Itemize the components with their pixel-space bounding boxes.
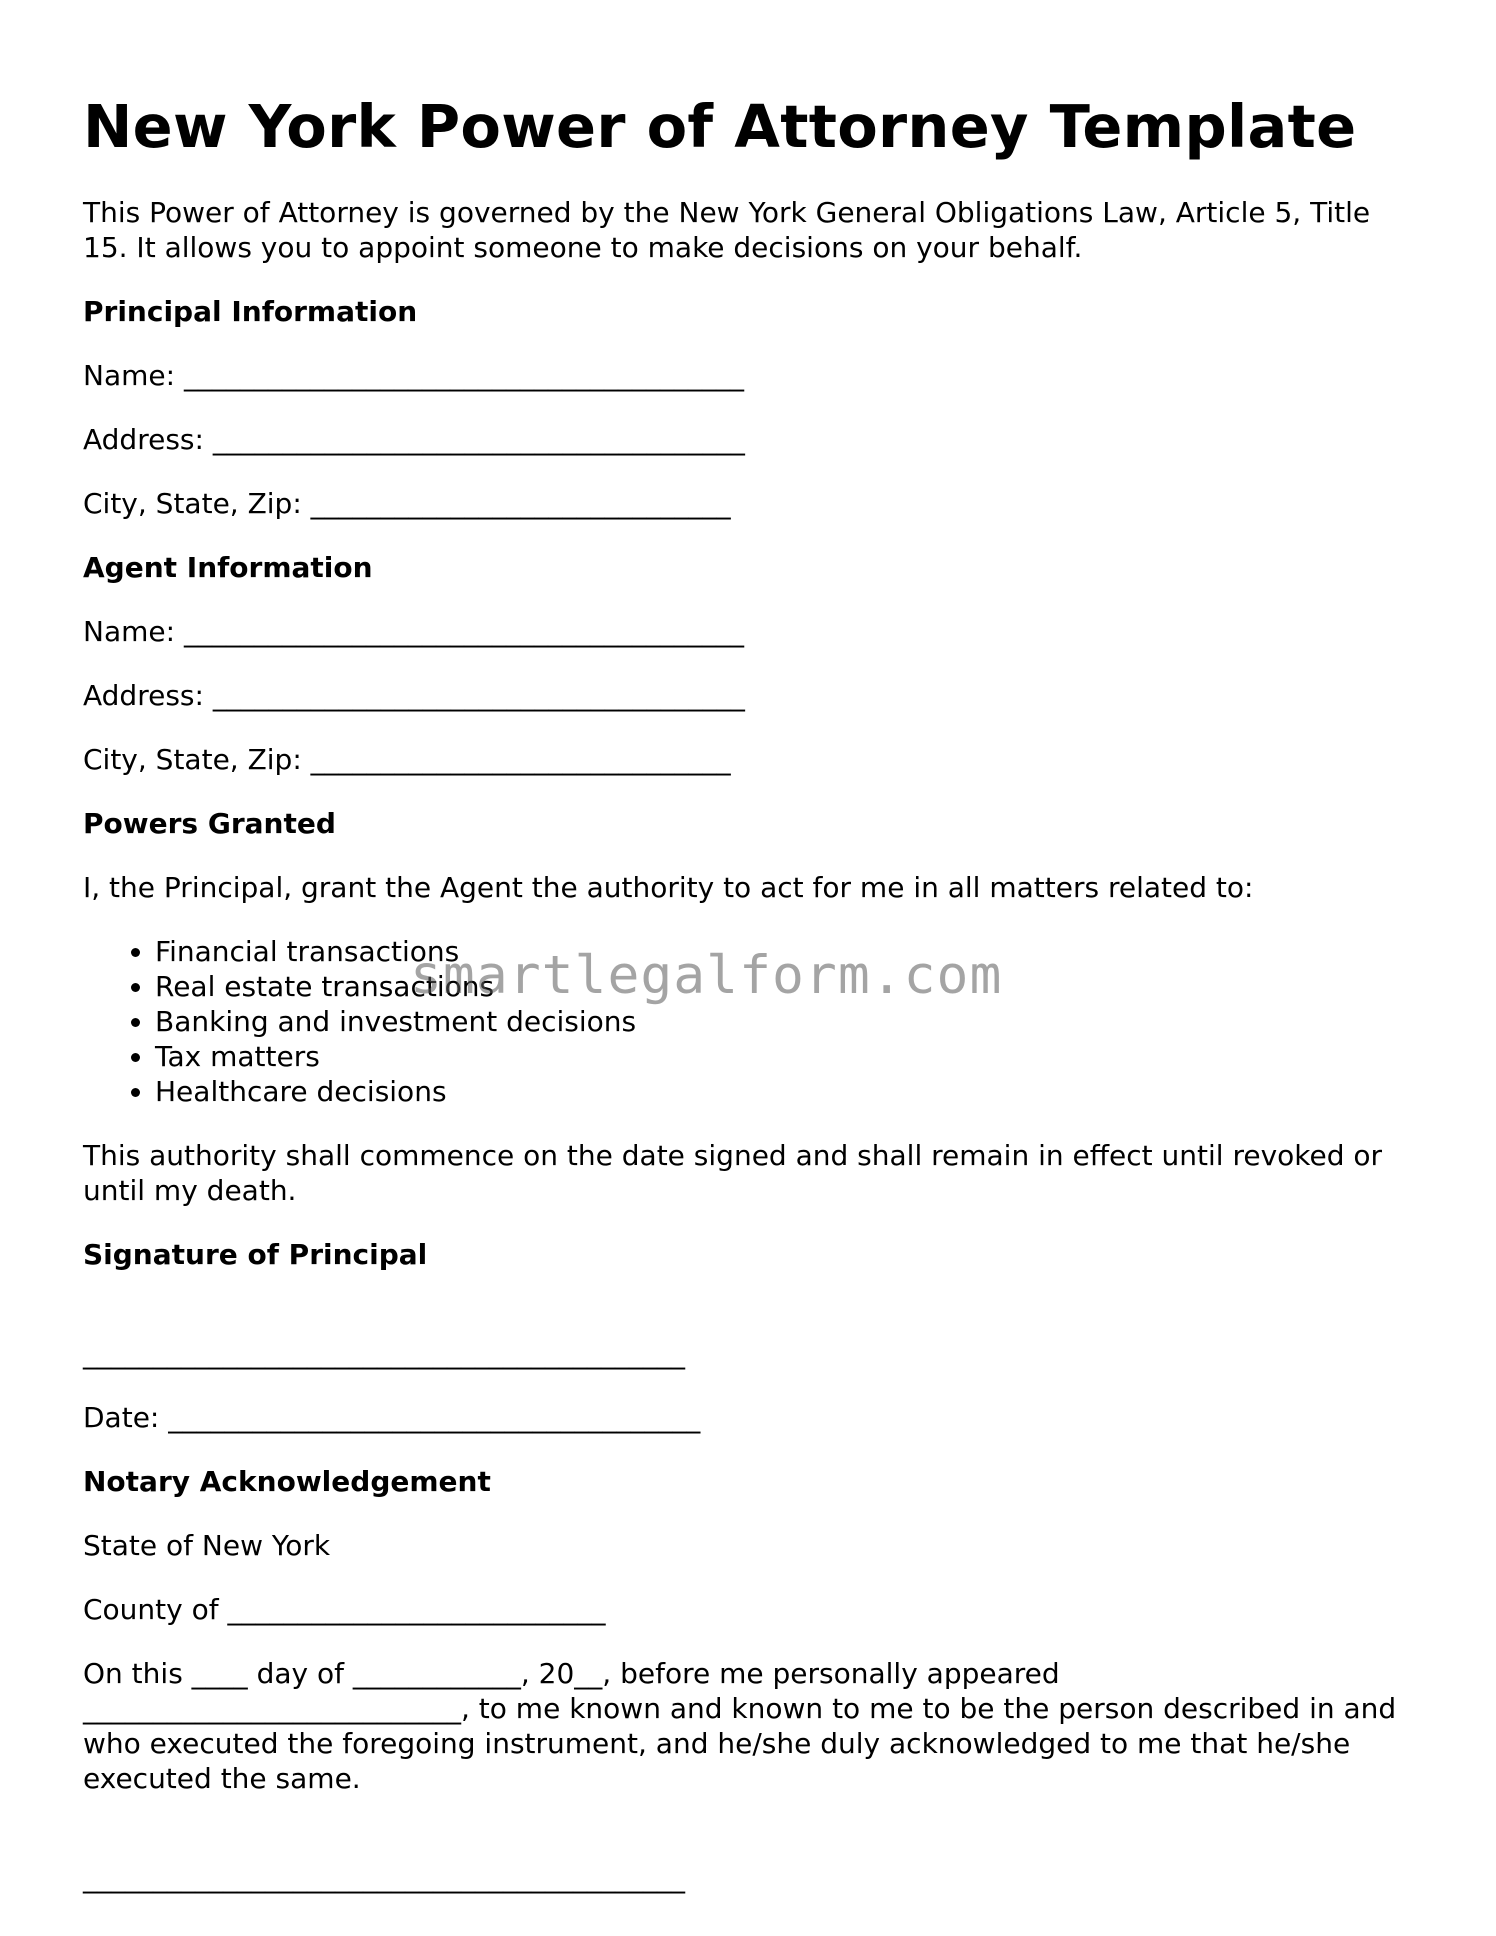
signature-heading: Signature of Principal — [83, 1237, 428, 1271]
principal-city-field: City, State, Zip: ______________________________ — [83, 486, 731, 520]
powers-statement: I, the Principal, grant the Agent the authority to act for me in all matters related to: — [83, 870, 1254, 904]
watermark-text: smartlegalform.com — [410, 945, 1003, 1006]
notary-state: State of New York — [83, 1528, 331, 1562]
document-title: New York Power of Attorney Template — [83, 92, 1357, 161]
document-page — [83, 92, 1423, 1895]
list-item: • Tax matters — [155, 1039, 1423, 1074]
powers-heading: Powers Granted — [83, 806, 336, 840]
signature-date-field: Date: ______________________________________ — [83, 1400, 701, 1434]
list-item: • Real estate transactions — [155, 969, 1423, 1004]
notary-signature-line: ___________________________________________ — [83, 1860, 685, 1894]
notary-acknowledgement: On this ____ day of ____________, 20__, before me personally appeared ___________________________, to me known and known to me to be the person described in and who executed the foregoing instrument, and he/she duly acknowledged to me that he/she executed the same. — [83, 1656, 1397, 1795]
principal-address-field: Address: ______________________________________ — [83, 422, 745, 456]
notary-county-field: County of ___________________________ — [83, 1592, 606, 1626]
agent-name-field: Name: ________________________________________ — [83, 614, 744, 648]
list-item: • Healthcare decisions — [155, 1074, 1423, 1109]
principal-signature-line: ___________________________________________ — [83, 1336, 685, 1370]
agent-heading: Agent Information — [83, 550, 373, 584]
agent-city-field: City, State, Zip: ______________________________ — [83, 742, 731, 776]
principal-heading: Principal Information — [83, 294, 418, 328]
powers-duration: This authority shall commence on the date signed and shall remain in effect until revoked or until my death. — [83, 1138, 1383, 1207]
agent-address-field: Address: ______________________________________ — [83, 678, 745, 712]
notary-heading: Notary Acknowledgement — [83, 1464, 491, 1498]
intro-paragraph: This Power of Attorney is governed by the New York General Obligations Law, Article 5, Title 15. It allows you to appoint someone to make decisions on your behalf. — [83, 195, 1371, 264]
powers-list — [83, 934, 1423, 1109]
list-item: • Banking and investment decisions — [155, 1004, 1423, 1039]
list-item: • Financial transactions — [155, 934, 1423, 969]
principal-name-field: Name: ________________________________________ — [83, 358, 744, 392]
